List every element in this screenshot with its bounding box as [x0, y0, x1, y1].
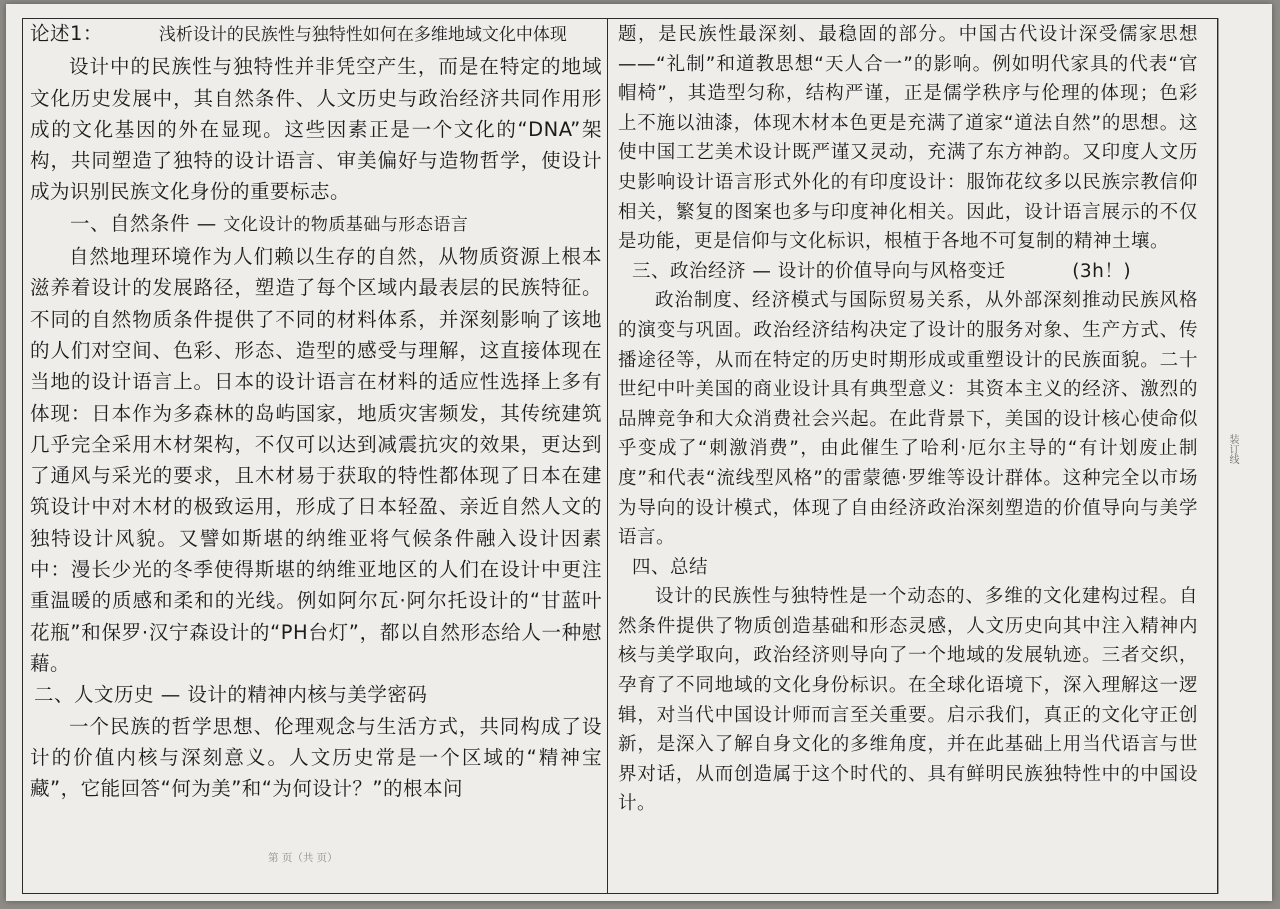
section1-paragraph: 自然地理环境作为人们赖以生存的自然，从物质资源上根本滋养着设计的发展路径，塑造了每个区域内最表层的民族特征。不同的自然物质条件提供了不同的材料体系，并深刻影响了该地的人们对空间、色彩、形态、造型的感受与理解，这直接体现在当地的设计语言上。日本的设计语言在材料的适应性选择上多有体现：日本作为多森林的岛屿国家，地质灾害频发，其传统建筑几乎完全采用木材架构，不仅可以达到减震抗灾的效果，更达到了通风与采光的要求，且木材易于获取的特性都体现了日本在建筑设计中对木材的极致运用，形成了日本轻盈、亲近自然人文的独特设计风貌。又譬如斯堪的纳维亚将气候条件融入设计因素中：漫长少光的冬季使得斯堪的纳维亚地区的人们在设计中更注重温暖的质感和柔和的光线。例如阿尔瓦·阿尔托设计的“甘蓝叶花瓶”和保罗·汉宁森设计的“PH台灯”，都以自然形态给人一种慰藉。: [30, 245, 602, 675]
continued-paragraph: 题，是民族性最深刻、最稳固的部分。中国古代设计深受儒家思想——“礼制”和道教思想“天人合一”的影响。例如明代家具的代表“官帽椅”，其造型匀称，结构严谨，正是儒学秩序与伦理的体现；色彩上不施以油漆，体现木材本色更是充满了道家“道法自然”的思想。这使中国工艺美术设计既严谨又灵动，充满了东方神韵。又印度人文历史影响设计语言形式外化的有印度设计：服饰花纹多以民族宗教信仰相关，繁复的图案也多与印度神化相关。因此，设计语言展示的不仅是功能，更是信仰与文化标识，根植于各地不可复制的精神土壤。: [618, 24, 1198, 253]
section-heading: [618, 257, 1198, 287]
binding-line: [1218, 18, 1219, 894]
essay-label: 论述1：: [30, 22, 103, 45]
section1-heading: 一、自然条件 —: [70, 211, 217, 235]
page-footer: 第 页（共 页）: [268, 852, 338, 864]
section3-heading: 三、政治经济 —: [632, 260, 772, 282]
section2-heading: 二、人文历史 —: [34, 683, 181, 707]
exam-answer-sheet: [6, 4, 1272, 901]
section-heading: [30, 679, 602, 710]
column-divider: [607, 18, 608, 894]
section-heading: [30, 208, 602, 241]
essay-title: 浅析设计的民族性与独特性如何在多维地域文化中体现: [158, 25, 567, 45]
essay-title-row: [30, 18, 602, 51]
intro-paragraph: 设计中的民族性与独特性并非凭空产生，而是在特定的地域文化历史发展中，其自然条件、人文历史与政治经济共同作用形成的文化基因的外在显现。这些因素正是一个文化的“DNA”架构，共同塑造了独特的设计语言、审美偏好与造物哲学，使设计成为识别民族文化身份的重要标志。: [30, 55, 602, 204]
left-column: [30, 18, 602, 804]
section2-subtitle: 设计的精神内核与美学密码: [187, 683, 428, 707]
section1-subtitle: 文化设计的物质基础与形态语言: [223, 214, 469, 235]
section4-heading: 四、总结: [632, 556, 709, 578]
section2-paragraph: 一个民族的哲学思想、伦理观念与生活方式，共同构成了设计的价值内核与深刻意义。人文历史常是一个区域的“精神宝藏”，它能回答“何为美”和“为何设计？”的根本问: [30, 714, 602, 801]
binding-label: 装订线: [1227, 434, 1238, 464]
right-column: [618, 20, 1198, 819]
section3-paragraph: 政治制度、经济模式与国际贸易关系，从外部深刻推动民族风格的演变与巩固。政治经济结构决定了设计的服务对象、生产方式、传播途径等，从而在特定的历史时期形成或重塑设计的民族面貌。二十世纪中叶美国的商业设计具有典型意义：其资本主义的经济、激烈的品牌竞争和大众消费社会兴起。在此背景下，美国的设计核心使命似乎变成了“刺激消费”，由此催生了哈利·厄尔主导的“有计划废止制度”和代表“流线型风格”的雷蒙德·罗维等设计群体。这种完全以市场为导向的设计模式，体现了自由经济政治深刻塑造的价值导向与美学语言。: [618, 290, 1198, 549]
section3-subtitle: 设计的价值导向与风格变迁: [777, 260, 1006, 282]
section4-paragraph: 设计的民族性与独特性是一个动态的、多维的文化建构过程。自然条件提供了物质创造基础和形态灵感，人文历史向其中注入精神内核与美学取向，政治经济则导向了一个地域的发展轨迹。三者交织，孕育了不同地域的文化身份标识。在全球化语境下，深入理解这一逻辑，对当代中国设计师而言至关重要。启示我们，真正的文化守正创新，是深入了解自身文化的多维角度，并在此基础上用当代语言与世界对话，从而创造属于这个时代的、具有鲜明民族独特性中的中国设计。: [618, 586, 1198, 815]
margin-mark: (3h！): [1072, 260, 1132, 282]
